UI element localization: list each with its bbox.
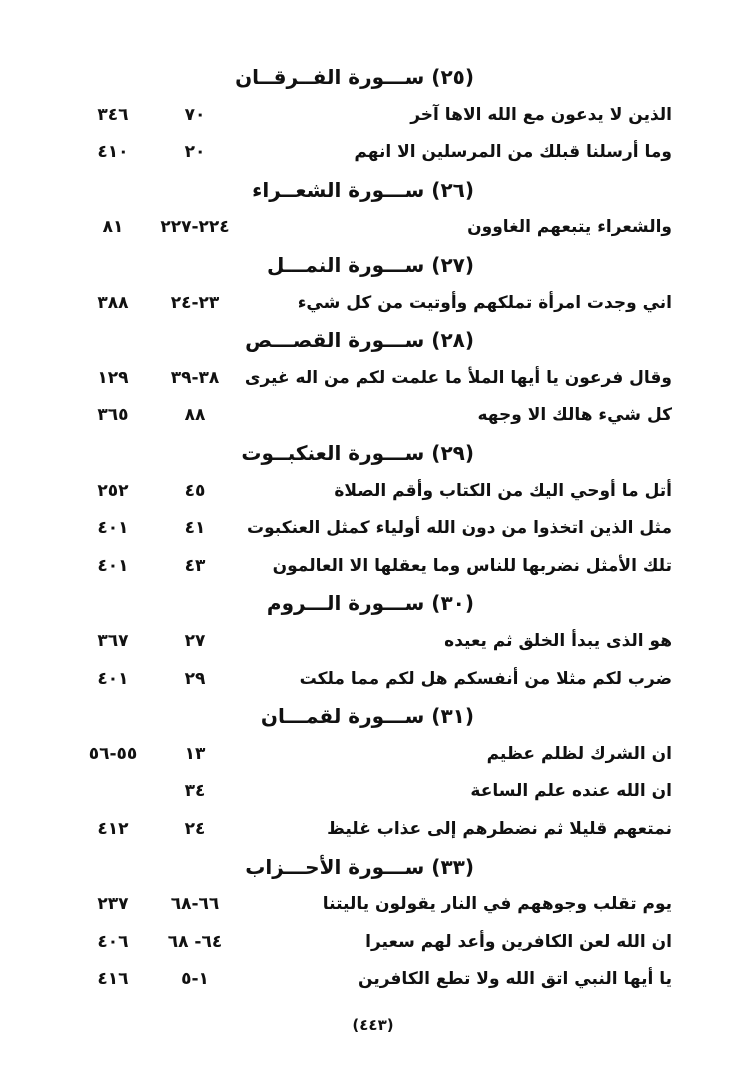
page-reference: ٥٥-٥٦: [88, 743, 138, 764]
page-number: (٤٤٣): [352, 1016, 394, 1034]
verse-entry-row: [0, 660, 746, 698]
verse-entry-row: [0, 547, 746, 585]
verse-text: وما أرسلنا قبلك من المرسلين الا انهم: [354, 142, 672, 163]
verse-text: يوم تقلب وجوههم في النار يقولون ياليتنا: [322, 894, 672, 915]
page-reference: ٤١٢: [97, 819, 129, 839]
surah-heading: (٣٣) ســـورة الأحـــزاب: [245, 854, 474, 879]
verse-entry-row: [0, 923, 746, 961]
verse-text: نمتعهم قليلا ثم نضطرهم إلى عذاب غليظ: [327, 819, 672, 839]
surah-heading-row: [0, 246, 746, 284]
page-reference: ٨١: [102, 217, 124, 238]
surah-heading-row: [0, 58, 746, 96]
page-reference: ٤٠١: [97, 555, 129, 576]
surah-heading: (٣٠) ســـورة الـــروم: [266, 591, 474, 616]
verse-text: يا أيها النبي اتق الله ولا تطع الكافرين: [358, 969, 672, 990]
ayah-number: ٣٨-٣٩: [170, 367, 220, 388]
page-reference: ٤١٠: [97, 142, 129, 163]
surah-heading-row: [0, 434, 746, 472]
verse-entry-row: [0, 810, 746, 848]
verse-entry-row: [0, 472, 746, 510]
verse-text: ضرب لكم مثلا من أنفسكم هل لكم مما ملكت: [299, 668, 672, 689]
verse-text: ان الشرك لظلم عظيم: [486, 743, 672, 764]
surah-heading: (٢٨) ســـورة القصـــص: [245, 328, 474, 353]
verse-text: مثل الذين اتخذوا من دون الله أولياء كمثل العنكبوت: [247, 518, 672, 539]
verse-text: كل شيء هالك الا وجهه: [477, 405, 672, 426]
ayah-number: ٤٥: [184, 480, 206, 501]
ayah-number: ٢٩: [184, 668, 206, 689]
page-reference: ١٢٩: [97, 367, 129, 388]
verse-entry-row: [0, 396, 746, 434]
ayah-number: ٧٠: [184, 104, 206, 125]
page-reference: ٣٨٨: [97, 292, 129, 313]
page-reference: ٢٥٢: [97, 480, 129, 501]
verse-entry-row: [0, 133, 746, 171]
verse-entry-row: [0, 509, 746, 547]
verse-entry-row: [0, 960, 746, 998]
surah-heading: (٢٩) ســـورة العنكبــوت: [241, 441, 474, 465]
verse-text: هو الذى يبدأ الخلق ثم يعيده: [444, 631, 672, 651]
surah-heading: (٢٧) ســـورة النمـــل: [267, 253, 474, 277]
verse-text: اني وجدت امرأة تملكهم وأوتيت من كل شيء: [297, 292, 672, 313]
verse-text: الذين لا يدعون مع الله الاها آخر: [410, 104, 672, 125]
verse-entry-row: [0, 359, 746, 397]
verse-entry-row: [0, 885, 746, 923]
ayah-number: ٣٤: [184, 781, 206, 802]
surah-heading-row: [0, 321, 746, 359]
verse-text: ان الله لعن الكافرين وأعد لهم سعيرا: [365, 931, 672, 952]
ayah-number: ٢٣-٢٤: [170, 292, 220, 313]
ayah-number: ٢٧: [184, 631, 206, 651]
ayah-number: ١٣: [184, 743, 206, 764]
verse-entry-row: [0, 208, 746, 246]
verse-entry-row: [0, 622, 746, 660]
verse-entry-row: [0, 735, 746, 773]
verse-text: تلك الأمثل نضربها للناس وما يعقلها الا العالمون: [272, 555, 672, 576]
verse-entry-row: [0, 284, 746, 322]
page-reference: ٤٠٦: [97, 931, 129, 952]
surah-heading-row: [0, 171, 746, 209]
ayah-number: ٤١: [184, 518, 206, 539]
ayah-number: ١-٥: [181, 969, 209, 990]
surah-heading: (٢٦) ســـورة الشعــراء: [252, 177, 474, 202]
ayah-number: ٤٣: [184, 555, 206, 576]
ayah-number: ٦٦-٦٨: [170, 894, 220, 915]
surah-heading-row: [0, 584, 746, 622]
surah-heading-row: [0, 697, 746, 735]
page-reference: ٤٠١: [97, 518, 129, 539]
verse-entry-row: [0, 772, 746, 810]
ayah-number: ٢٢٤-٢٢٧: [160, 217, 230, 238]
surah-heading-row: [0, 848, 746, 886]
ayah-number: ٨٨: [184, 405, 206, 426]
ayah-number: ٦٤- ٦٨: [167, 931, 223, 952]
ayah-number: ٢٤: [184, 819, 206, 839]
page-reference: ٣٦٧: [97, 631, 129, 651]
page-reference: ٣٤٦: [97, 104, 129, 125]
ayah-number: ٢٠: [184, 142, 206, 163]
verse-text: والشعراء يتبعهم الغاوون: [467, 217, 672, 238]
page-reference: ٣٦٥: [97, 405, 129, 426]
verse-text: وقال فرعون يا أيها الملأ ما علمت لكم من اله غيرى: [244, 367, 672, 388]
verse-text: أتل ما أوحي اليك من الكتاب وأقم الصلاة: [334, 480, 672, 501]
surah-heading: (٢٥) ســـورة الفــرقــان: [235, 65, 474, 89]
surah-heading: (٣١) ســـورة لقمـــان: [260, 704, 474, 729]
verse-entry-row: [0, 96, 746, 134]
page-reference: ٢٣٧: [97, 894, 129, 915]
page-reference: ٤٠١: [97, 668, 129, 689]
page-reference: ٤١٦: [97, 969, 129, 990]
verse-text: ان الله عنده علم الساعة: [470, 781, 672, 802]
